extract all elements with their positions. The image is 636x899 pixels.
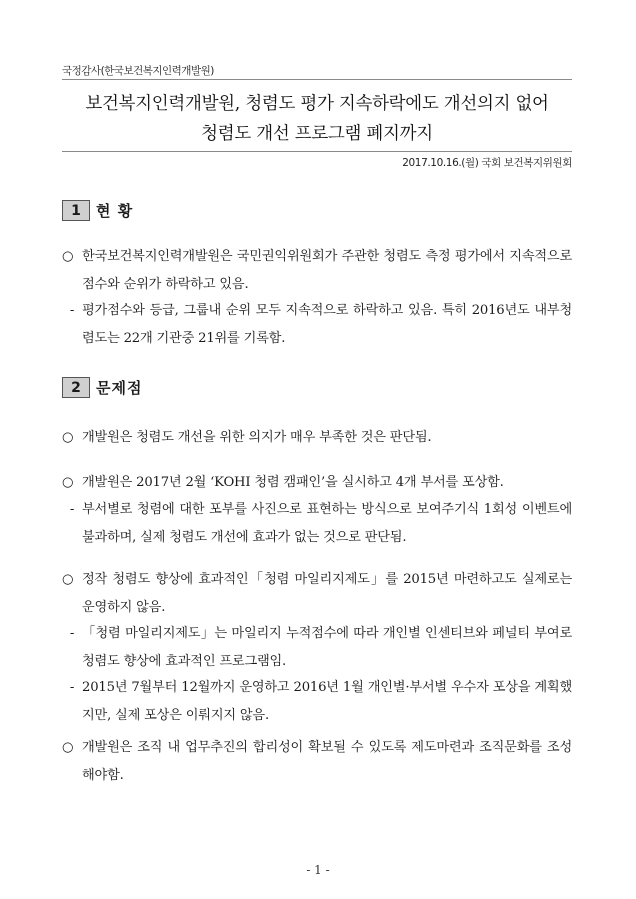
paragraph-text: 개발원은 조직 내 업무추진의 합리성이 확보될 수 있도록 제도마련과 조직문화를 조성해야함. bbox=[82, 740, 572, 783]
section-2-item-3 bbox=[62, 496, 572, 552]
header-top-divider bbox=[62, 79, 572, 80]
section-2-item-4 bbox=[62, 566, 572, 622]
section-2-item-7 bbox=[62, 734, 572, 790]
section-1-number-box: 1 bbox=[62, 200, 90, 221]
document-date-committee: 2017.10.16.(월) 국회 보건복지위원회 bbox=[402, 157, 572, 169]
circle-bullet-icon: ○ bbox=[62, 430, 74, 445]
paragraph-text: 한국보건복지인력개발원은 국민권익위원회가 주관한 청렴도 측정 평가에서 지속적으로 점수와 순위가 하락하고 있음. bbox=[82, 249, 572, 292]
circle-bullet-icon: ○ bbox=[62, 249, 74, 264]
paragraph-text: 정작 청렴도 향상에 효과적인「청렴 마일리지제도」를 2015년 마련하고도 실제로는 운영하지 않음. bbox=[82, 572, 572, 615]
section-1-title: 현 황 bbox=[96, 202, 134, 220]
circle-bullet-icon: ○ bbox=[62, 572, 74, 587]
section-2-item-5 bbox=[62, 620, 572, 676]
section-2-item-2 bbox=[62, 469, 572, 497]
section-2-heading bbox=[62, 377, 142, 398]
section-1-item-1 bbox=[62, 243, 572, 299]
paragraph-text: 개발원은 2017년 2월 ‘KOHI 청렴 캠패인’을 실시하고 4개 부서를 포상함. bbox=[82, 475, 504, 490]
page-number: - 1 - bbox=[306, 863, 330, 877]
dash-bullet-icon: - bbox=[69, 303, 75, 318]
circle-bullet-icon: ○ bbox=[62, 475, 74, 490]
section-2-number-box: 2 bbox=[62, 377, 90, 398]
section-2-item-6 bbox=[62, 674, 572, 730]
section-1-item-2 bbox=[62, 297, 572, 353]
document-title-line-2: 청렴도 개선 프로그램 폐지까지 bbox=[201, 124, 433, 144]
header-bottom-divider bbox=[62, 151, 572, 152]
dash-bullet-icon: - bbox=[69, 626, 75, 641]
document-title-line-1: 보건복지인력개발원, 청렴도 평가 지속하락에도 개선의지 없어 bbox=[85, 94, 549, 114]
paragraph-text: 개발원은 청렴도 개선을 위한 의지가 매우 부족한 것은 판단됨. bbox=[82, 430, 432, 445]
circle-bullet-icon: ○ bbox=[62, 740, 74, 755]
paragraph-text: 부서별로 청렴에 대한 포부를 사진으로 표현하는 방식으로 보여주기식 1회성 이벤트에 불과하며, 실제 청렴도 개선에 효과가 없는 것으로 판단됨. bbox=[82, 502, 572, 545]
dash-bullet-icon: - bbox=[69, 680, 75, 695]
section-1-heading bbox=[62, 200, 133, 221]
section-2-item-1 bbox=[62, 424, 572, 452]
section-2-title: 문제점 bbox=[96, 379, 143, 397]
document-category-label: 국정감사(한국보건복지인력개발원) bbox=[62, 65, 214, 77]
paragraph-text: 평가점수와 등급, 그룹내 순위 모두 지속적으로 하락하고 있음. 특히 2016년도 내부청렴도는 22개 기관중 21위를 기록함. bbox=[82, 303, 572, 346]
dash-bullet-icon: - bbox=[69, 502, 75, 517]
paragraph-text: 2015년 7월부터 12월까지 운영하고 2016년 1월 개인별·부서별 우수자 포상을 계획했지만, 실제 포상은 이뤄지지 않음. bbox=[82, 680, 572, 723]
paragraph-text: 「청렴 마일리지제도」는 마일리지 누적점수에 따라 개인별 인센티브와 페널티 부여로 청렴도 향상에 효과적인 프로그램임. bbox=[82, 626, 572, 669]
